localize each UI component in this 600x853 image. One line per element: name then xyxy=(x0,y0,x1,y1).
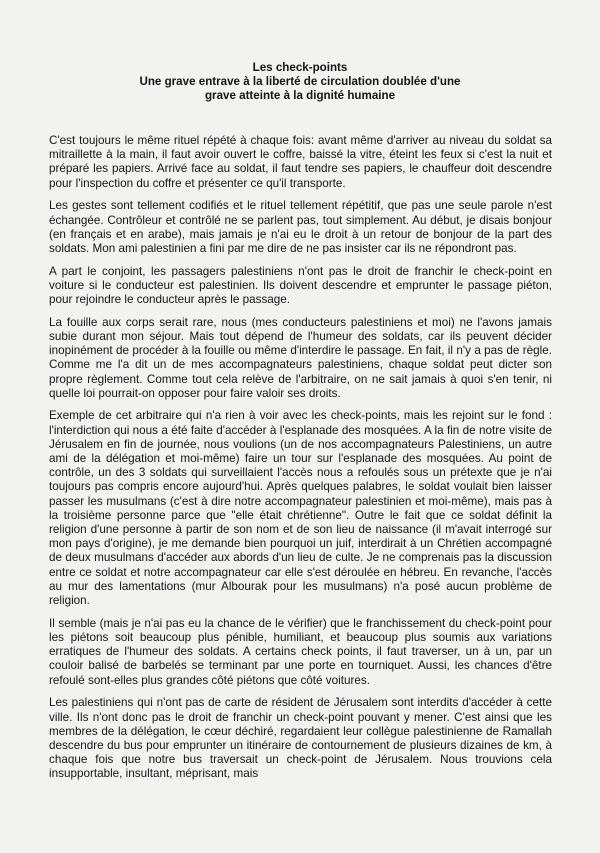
paragraph-mosques-example: Exemple de cet arbitraire qui n'a rien à voir avec les check-points, mais les rejoint sur le fond : l'interdiction qui nous a été faite d'accéder à l'esplanade des mosquées. A la fin de notre visite de Jérusalem en fin de journée, nous voulions (un de nos accompagnateurs Palestiniens, un autre ami de la délégation et moi-même) faire un tour sur l'esplanade des mosquées. Au point de contrôle, un des 3 soldats qui surveillaient l'accès nous a refoulés sous un prétexte que je n'ai toujours pas compris encore aujourd'hui. Après quelques palabres, le soldat voulait bien laisser passer les musulmans (c'est à dire notre accompagnateur palestinien et moi-même), mais pas à la troisième personne parce que "elle était chrétienne". Outre le fait que ce soldat définit la religion d'une personne à partir de son nom et de son lieu de naissance (il m'avait interrogé sur mon pays d'origine), je me demande bien pourquoi un juif, interdirait à un Chrétien accompagné de deux musulmans d'accéder aux abords d'un lieu de culte. Je ne comprenais pas la discussion entre ce soldat et notre accompagnateur car elle s'est déroulée en hébreu. En revanche, l'accès au mur des lamentations (mur Albourak pour les musulmans) n'a posé aucun problème de religion. xyxy=(49,409,552,608)
document-subtitle-line-1: Une grave entrave à la liberté de circulation doublée d'une xyxy=(139,75,461,88)
document-heading xyxy=(0,61,600,103)
document-body xyxy=(49,134,552,790)
document-title: Les check-points xyxy=(252,61,348,74)
paragraph-ritual: C'est toujours le même rituel répété à chaque fois: avant même d'arriver au niveau du soldat sa mitraillette à la main, il faut avoir ouvert le coffre, baissé la vitre, éteint les feux si c'est la nuit et préparé les papiers. Arrivé face au soldat, il faut tendre ses papiers, le chauffeur doit descendre pour l'inspection du coffre et présenter ce qu'il transporte. xyxy=(49,134,552,190)
document-subtitle-line-2: grave atteinte à la dignité humaine xyxy=(204,89,396,102)
paragraph-body-search: La fouille aux corps serait rare, nous (mes conducteurs palestiniens et moi) ne l'avons jamais subie durant mon séjour. Mais tout dépend de l'humeur des soldats, car ils peuvent décider inopinément de procéder à la fouille ou même d'interdire le passage. En fait, il n'y a pas de règle. Comme me l'a dit un de mes accompagnateurs palestiniens, chaque soldat peut dicter son propre règlement. Comme tout cela relève de l'arbitraire, on ne sait jamais à quoi s'en tenir, ni quelle loi pourrait-on opposer pour faire valoir ses droits. xyxy=(49,315,552,400)
paragraph-passengers: A part le conjoint, les passagers palestiniens n'ont pas le droit de franchir le check-point en voiture si le conducteur est palestinien. Ils doivent descendre et emprunter le passage piéton, pour rejoindre le conducteur après le passage. xyxy=(49,264,552,307)
paragraph-gestures: Les gestes sont tellement codifiés et le rituel tellement répétitif, que pas une seule parole n'est échangée. Contrôleur et contrôlé ne se parlent pas, tout simplement. Au début, je disais bonjour (en français et en arabe), mais jamais je n'ai eu le droit à un retour de bonjour de la part des soldats. Mon ami palestinien a fini par me dire de ne pas insister car ils ne répondront pas. xyxy=(49,199,552,255)
paragraph-jerusalem-residents: Les palestiniens qui n'ont pas de carte de résident de Jérusalem sont interdits d'accéder à cette ville. Ils n'ont donc pas le droit de franchir un check-point pouvant y mener. C'est ainsi que les membres de la délégation, le cœur déchiré, regardaient leur collègue palestinienne de Ramallah descendre du bus pour emprunter un itinéraire de contournement de plusieurs dizaines de km, à chaque fois que notre bus traversait un check-point de Jérusalem. Nous trouvions cela insupportable, insultant, méprisant, mais xyxy=(49,696,552,781)
paragraph-pedestrians: Il semble (mais je n'ai pas eu la chance de le vérifier) que le franchissement du check-point pour les piétons soit beaucoup plus pénible, humiliant, et beaucoup plus soumis aux variations erratiques de l'humeur des soldats. A certains check points, il faut traverser, un à un, par un couloir balisé de barbelés se terminant par une porte en tourniquet. Aussi, les chances d'être refoulé sont-elles plus grandes côté piétons que côté voitures. xyxy=(49,616,552,687)
